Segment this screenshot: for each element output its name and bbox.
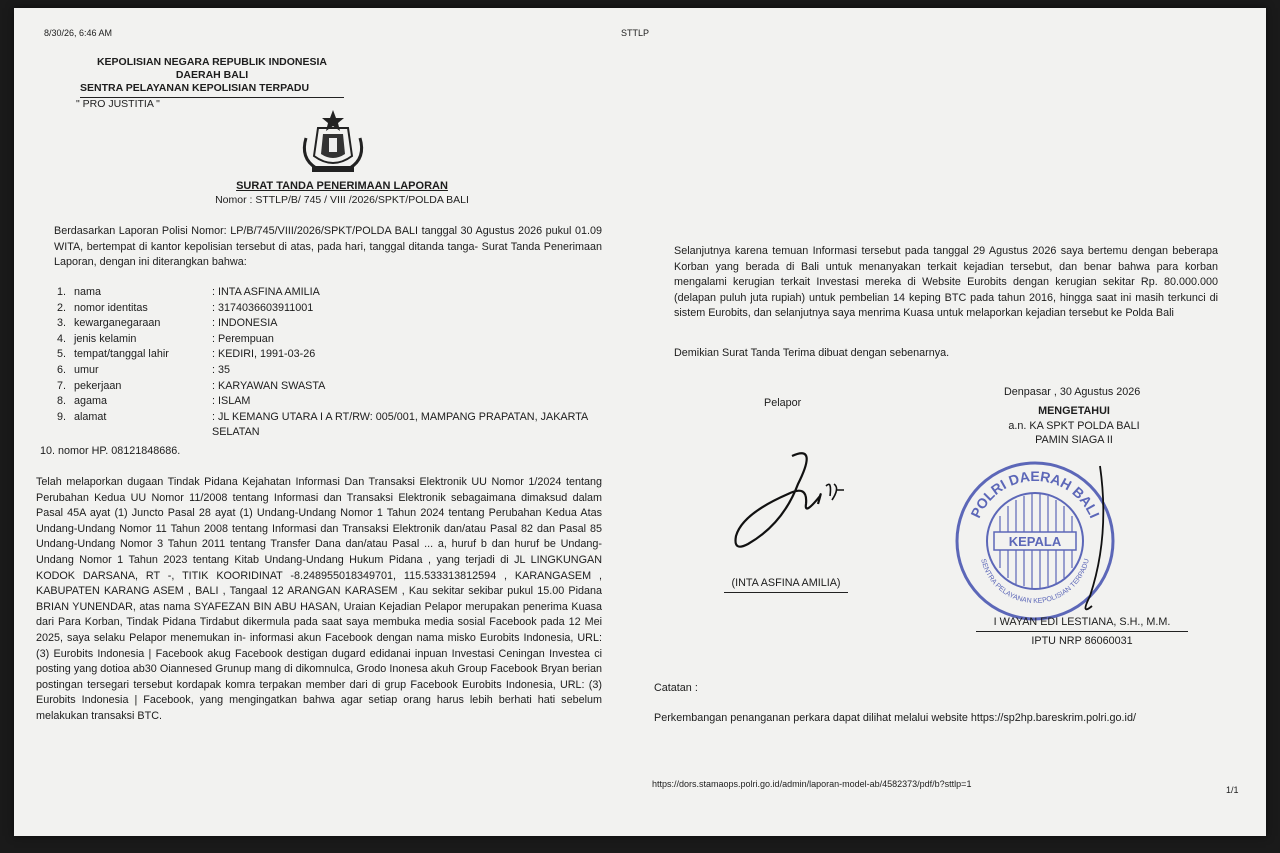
place-date: Denpasar , 30 Agustus 2026	[1004, 386, 1141, 398]
field-label: tempat/tanggal lahir	[74, 348, 169, 361]
approval-block	[994, 404, 1154, 448]
reporter-fields	[44, 285, 614, 441]
print-code: STTLP	[621, 28, 650, 38]
field-row	[44, 363, 614, 379]
institution-line-2: DAERAH BALI	[175, 69, 249, 81]
field-label: umur	[74, 363, 99, 376]
officer-name: I WAYAN EDI LESTIANA, S.H., M.M.	[976, 616, 1188, 632]
field-value: : KARYAWAN SWASTA	[212, 379, 326, 392]
institution-line-1: KEPOLISIAN NEGARA REPUBLIK INDONESIA	[96, 56, 328, 68]
phone-number: 10. nomor HP. 08121848686.	[40, 445, 181, 457]
field-value: : ISLAM	[212, 395, 251, 408]
stamp-bottom-text: SENTRA PELAYANAN KEPOLISIAN TERPADU	[979, 558, 1091, 606]
approval-title: MENGETAHUI	[1038, 405, 1110, 417]
approval-on-behalf: a.n. KA SPKT POLDA BALI	[1008, 419, 1140, 432]
intro-paragraph: Berdasarkan Laporan Polisi Nomor: LP/B/745/VIII/2026/SPKT/POLDA BALI tanggal 30 Agustus 2026 pukul 01.09 WITA, bertempat di kantor kepolisian tersebut di atas, pada hari, tanggal ditanda tanga- Surat Tanda Penerimaan Laporan, dengan ini diterangkan bahwa:	[54, 225, 602, 269]
document-title: SURAT TANDA PENERIMAAN LAPORAN	[236, 180, 448, 192]
police-emblem-icon	[296, 108, 370, 176]
field-num: 3.	[56, 317, 66, 330]
field-label: nama	[74, 286, 102, 298]
officer-nrp: IPTU NRP 86060031	[1031, 635, 1133, 647]
field-label: alamat	[74, 410, 107, 423]
report-body: Telah melaporkan dugaan Tindak Pidana Kejahatan Informasi Dan Transaksi Elektronik UU Nomor 1/2024 tentang Perubahan Kedua UU Nomor 11/2008 tentang Informasi dan Transaksi Elektronik sebagaimana dimaksud dalam Pasal 45A ayat (1) Juncto Pasal 28 ayat (1) Undang-Undang Nomor 1 Tahun 2024 tentang Perubahan Kedua Atas Undang-Undang Nomor 11 Tahun 2008 tentang Informasi dan Transaksi Elektronik dan/atau Pasal 82 dan Pasal 85 Undang-Undang Nomor 3 Tahun 2011 tentang Transfer Dana dan/atau Pasal ... a, huruf b dan huruf be Undang-Undang Nomor 1 Tahun 2023 tentang Kitab Undang-Undang Hukum Pidana , yang terjadi di JL LINGKUNGAN KODOK DARSANA, RT -, TITIK KOORIDINAT -8.248955018349701, 115.533313812594 , KARANGASEM , KABUPATEN KARANG ASEM , BALI , Tangaal 12 ARANGAN KARASEM , Kau sekitar sekibar pukul 15.00 Pidana BRIAN YUNENDAR, atas nama SYAFEZAN BIN ABU HASAN, Uraian Kejadian Pelapor merupakan penerima Kuasa dari Para Korban, Tindak Pidana Tirdabut dikermula pada saat saya membuka media sosial Facebook pada 12 Mei 2025, saya selaku Pelapor menemukan in- informasi akun Facebook dengan nama misko Eurobits Indonesia, URL: (3) Eurobits Indonesia | Facebook akug Facebook destigan dugard edidanai inpuan Investasi Ceningan Investea ci posting yang dotioa ab30 Oiannesed Grunup mang di dikomnulca, Grodo Inonesa akuh Group Facebook Bryan berian postingan tersegari tersebut kordapak komra terpakan member dari di grup Facebook Eurobits Indonesia, URL: (3) Eurobits Indonesia | Facebook, yang mengingatkan bahwa agar setiap orang harus lebih berhati hati sebelum melakukan transaksi BTC.	[36, 476, 602, 722]
field-value: : 3174036603911001	[212, 301, 314, 314]
field-label: kewarganegaraan	[74, 317, 161, 330]
field-value: : Perempuan	[212, 332, 274, 345]
svg-text:POLRI DAERAH BALI	[967, 468, 1103, 520]
pro-justitia: " PRO JUSTITIA "	[76, 98, 160, 110]
field-row	[44, 379, 614, 395]
closing-paragraph: Demikian Surat Tanda Terima dibuat dengan sebenarnya.	[674, 347, 950, 359]
field-row	[44, 316, 614, 332]
field-num: 4.	[56, 332, 66, 345]
footer-url: https://dors.stamaops.polri.go.id/admin/laporan-model-ab/4582373/pdf/b?sttlp=1	[652, 779, 972, 789]
stamp-top-text: POLRI DAERAH BALI	[967, 467, 1103, 521]
field-label: jenis kelamin	[74, 332, 137, 345]
institution-header	[80, 56, 344, 98]
field-num: 9.	[56, 410, 66, 423]
reporter-label: Pelapor	[764, 397, 802, 409]
field-num: 7.	[56, 379, 66, 392]
field-row	[44, 301, 614, 317]
continuation-paragraph: Selanjutnya karena temuan Informasi tersebut pada tanggal 29 Agustus 2026 saya bertemu dengan beberapa Korban yang berada di Bali untuk menanyakan terkait kejadian tersebut, dan benar bahwa para korban mengalami kerugian terkait Investasi mereka di Website Eurobits dengan kerugian sekitar Rp. 80.000.000 (delapan puluh juta rupiah) untuk pembelian 14 keping BTC pada tahun 2016, hingga saat ini masih terkunci di sistem Eurobits, dan selanjutnya saya menrima Kuasa untuk melaporkan kejadian tersebut ke Polda Bali	[674, 245, 1218, 320]
institution-line-3: SENTRA PELAYANAN KEPOLISIAN TERPADU	[80, 82, 310, 94]
field-label: nomor identitas	[74, 301, 148, 314]
document-number: Nomor : STTLP/B/ 745 / VIII /2026/SPKT/POLDA BALI	[215, 194, 469, 206]
field-row	[44, 410, 614, 441]
field-value: : INDONESIA	[212, 317, 278, 330]
reporter-signature	[728, 444, 858, 564]
stamp-center-text: KEPALA	[1008, 534, 1062, 549]
field-label: agama	[74, 395, 108, 408]
field-row	[44, 347, 614, 363]
field-label: pekerjaan	[74, 379, 122, 392]
notes-text: Perkembangan penanganan perkara dapat dilihat melalui website https://sp2hp.bareskrim.polri.go.id/	[654, 712, 1136, 724]
svg-text:SENTRA PELAYANAN KEPOLISIAN TE	[979, 558, 1091, 605]
document-page	[14, 8, 1266, 836]
field-value: : 35	[212, 363, 231, 376]
field-num: 6.	[56, 363, 66, 376]
page-number: 1/1	[1226, 785, 1239, 795]
field-row	[44, 285, 614, 301]
document-title-block	[192, 180, 492, 206]
official-stamp	[950, 456, 1120, 626]
reporter-name: (INTA ASFINA AMILIA)	[724, 577, 848, 593]
field-value: : JL KEMANG UTARA I A RT/RW: 005/001, MAMPANG PRAPATAN, JAKARTA SELATAN	[212, 410, 588, 439]
approval-position: PAMIN SIAGA II	[1035, 434, 1113, 446]
field-value: : KEDIRI, 1991-03-26	[212, 348, 316, 361]
field-value: : INTA ASFINA AMILIA	[212, 286, 320, 298]
field-num: 5.	[56, 348, 66, 361]
field-num: 1.	[56, 286, 66, 298]
field-num: 8.	[56, 395, 66, 408]
field-row	[44, 394, 614, 410]
notes-label: Catatan :	[654, 682, 698, 694]
print-date: 8/30/26, 6:46 AM	[44, 28, 113, 38]
field-num: 2.	[56, 301, 66, 314]
officer-block	[976, 616, 1188, 647]
field-row	[44, 332, 614, 348]
